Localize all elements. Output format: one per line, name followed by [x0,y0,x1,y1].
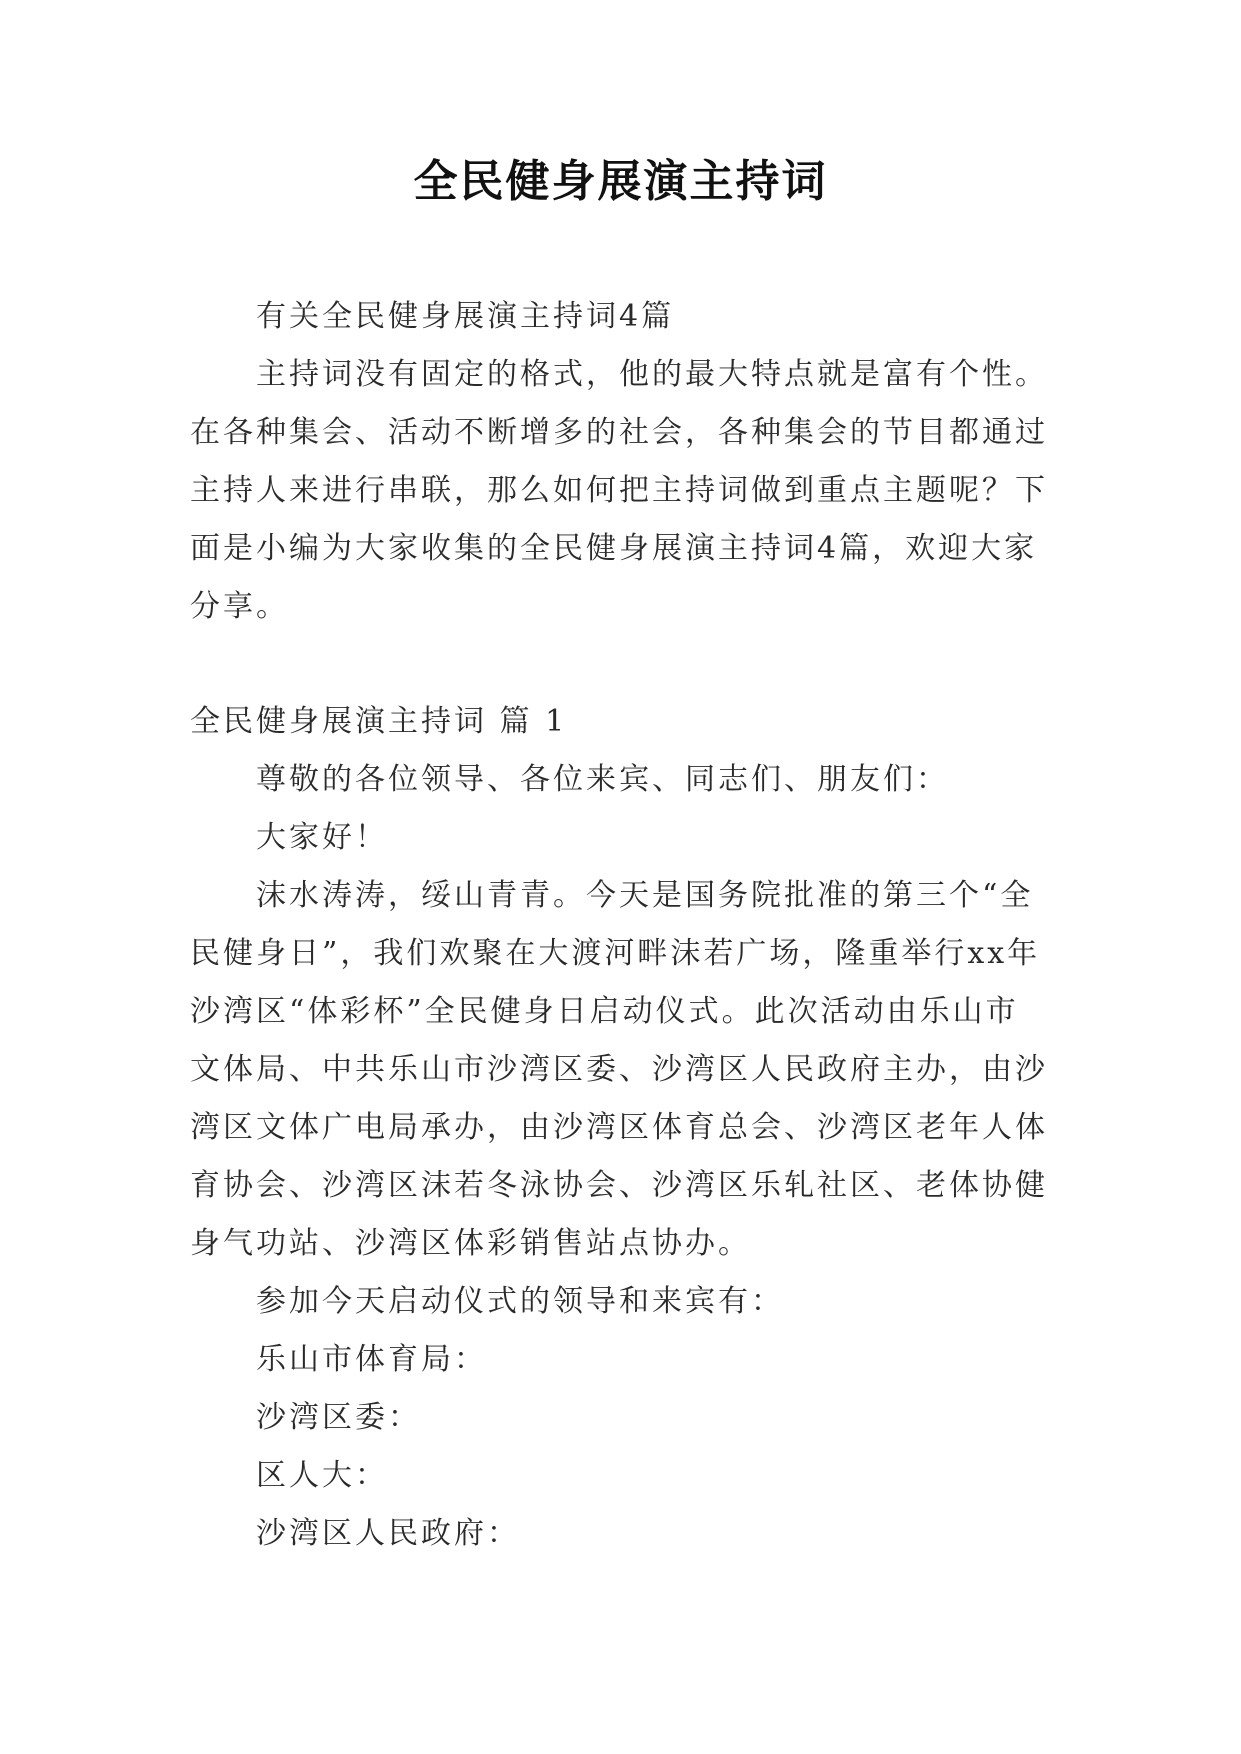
section-1-heading: 全民健身展演主持词 篇 1 [190,704,568,739]
intro-subtitle: 有关全民健身展演主持词4篇 [256,299,675,334]
guest-line: 沙湾区委： [256,1400,421,1435]
guests-intro: 参加今天启动仪式的领导和来宾有： [256,1284,784,1319]
greeting: 大家好！ [256,820,388,855]
salutation: 尊敬的各位领导、各位来宾、同志们、朋友们： [256,762,949,797]
guest-line: 乐山市体育局： [256,1342,487,1377]
guest-line: 沙湾区人民政府： [256,1516,520,1551]
intro-paragraph: 主持词没有固定的格式，他的最大特点就是富有个性。在各种集会、活动不断增多的社会，各种集会的节目都通过主持人来进行串联，那么如何把主持词做到重点主题呢？下面是小编为大家收集的全民健身展演主持词4篇，欢迎大家分享。 [190,357,1048,624]
document-title: 全民健身展演主持词 [413,156,828,207]
section-1 [190,693,1050,1563]
intro-block [190,288,1050,636]
section-1-paragraph: 沫水涛涛，绥山青青。今天是国务院批准的第三个“全民健身日”，我们欢聚在大渡河畔沫若广场，隆重举行xx年沙湾区“体彩杯”全民健身日启动仪式。此次活动由乐山市文体局、中共乐山市沙湾区委、沙湾区人民政府主办，由沙湾区文体广电局承办，由沙湾区体育总会、沙湾区老年人体育协会、沙湾区沫若冬泳协会、沙湾区乐轧社区、老体协健身气功站、沙湾区体彩销售站点协办。 [190,878,1048,1261]
guest-line: 区人大： [256,1458,388,1493]
